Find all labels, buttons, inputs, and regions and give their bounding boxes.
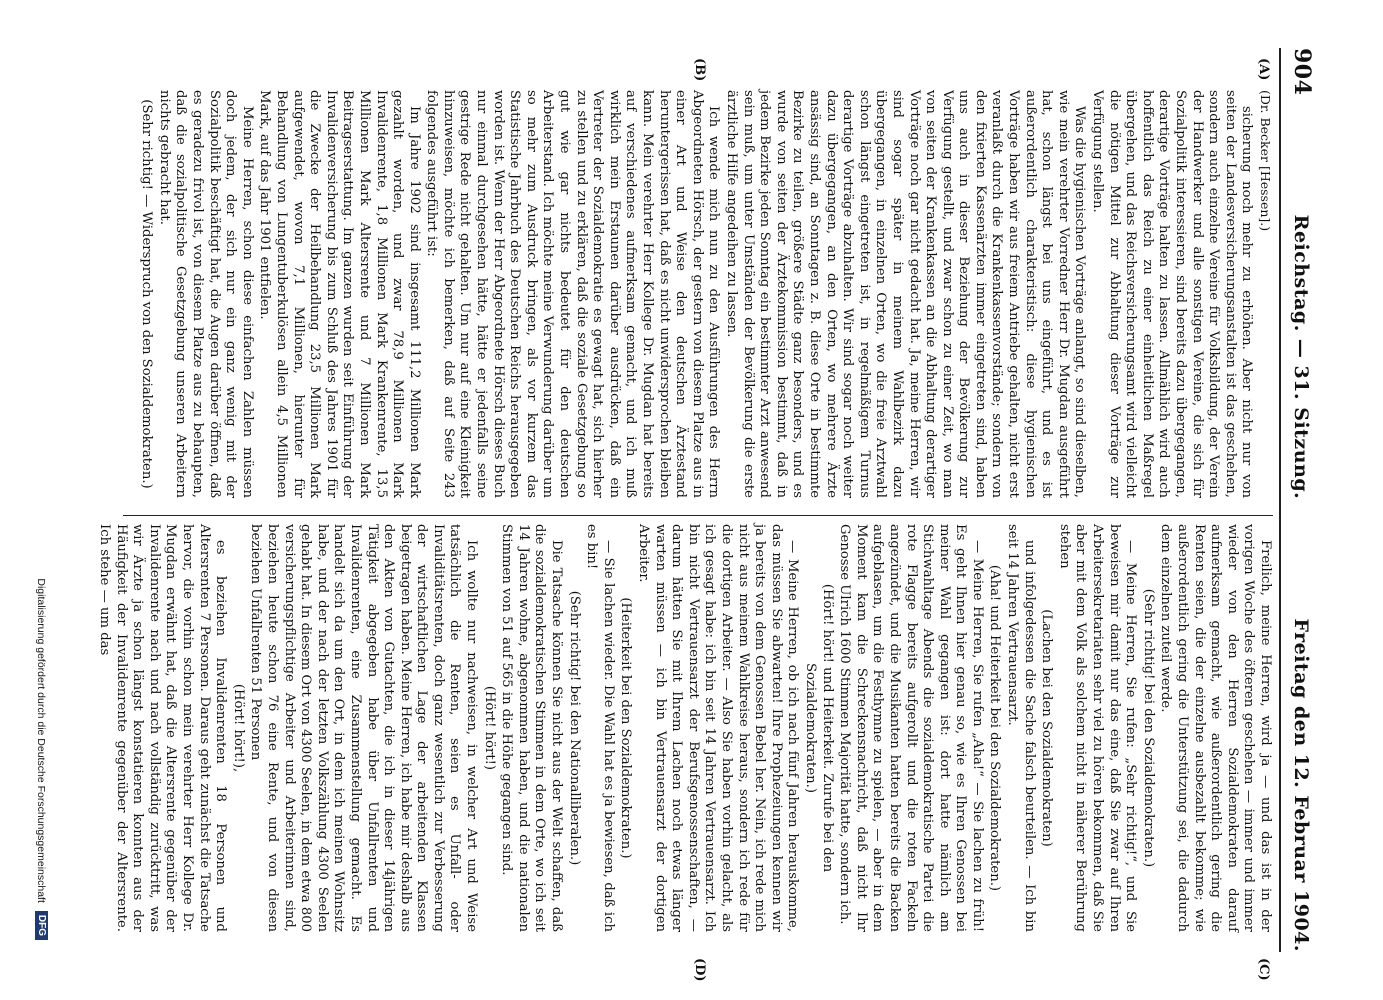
margin-marker-d: (D) [692, 958, 707, 982]
right-column-paragraph: es beziehen Invalidenrenten 18 Personen und Altersrenten 7 Personen. Daraus geht zunächst die Tatsache hervor, die vorhin schon mein verehrter Herr Kollege Dr. Mugdan erwähnt hat, daß die Altersrente gegenüber der Invalidenrente nach und nach vollständig zurücktritt, was wir Ärzte ja schon längst konstatieren konnten aus der Häufigkeit der Invalidenrente gegenüber der Altersrente. Ich stehe — um das [97, 524, 229, 932]
left-column [133, 90, 1273, 498]
page-number: 904 [1289, 48, 1315, 96]
right-column-paragraph: (Sehr richtig! bei den Sozialdemokraten.) [1140, 588, 1156, 868]
left-column-paragraph: sicherung noch mehr zu erhöhen. Aber nicht nur von seiten der Landesversicherungsanstalten ist das geschehen, sondern auch einzelne Vereine für Volksbildung, der Verein der Handwerker und alle sonstigen Vereine, die sich für Sozialpolitik interessieren, sind bereits dazu übergegangen, derartige Vorträge halten zu lassen. Allmählich wird auch hoffentlich das Reich zu einer einheitlichen Maßregel übergehen, und das Reichsversicherungsamt wird vielleicht die nötigen Mittel zur Abhaltung dieser Vorträge zur Verfügung stellen. [1090, 90, 1255, 498]
right-column-paragraph: (Sehr richtig! bei den Nationalliberalen.) [566, 590, 582, 866]
left-column-paragraph: (Sehr richtig! — Widerspruch von den Sozialdemokraten.) [139, 99, 155, 489]
margin-marker-b: (B) [692, 58, 707, 82]
dfg-logo: DFG [35, 911, 48, 940]
margin-marker-a: (A) [1256, 58, 1271, 81]
left-column-paragraph: Im Jahre 1902 sind insgesamt 111,2 Millionen Mark gezahlt worden, und zwar 78,9 Millionen Mark Invalidenrente, 1,8 Millionen Mark Krankenrente, 13,5 Millionen Mark Altersrente und 7 Millionen Mark Beitragserstattung. Im ganzen wurden seit Einführung der Invalidenversicherung bis zum Schluß des Jahres 1901 für die Zwecke der Heilbehandlung 23,5 Millionen Mark aufgewendet, wovon 7,1 Millionen, hierunter für Behandlung von Lungentuberkulösen allein 4,5 Millionen Mark, auf das Jahr 1901 entfielen. [257, 90, 422, 498]
right-column-paragraph: Freilich, meine Herren, wird ja — und das ist in der vorigen Woche des öfteren geschehen — immer und immer wieder von den Herren Sozialdemokraten darauf aufmerksam gemacht, wie außerordentlich gering die Renten seien, die der einzelne ausbezahlt bekomme; wie außerordentlich gering die Unterstützung sei, die dadurch dem einzelnen zuteil werde. [1158, 524, 1273, 932]
session-date: Freitag den 12. Februar 1904. [1290, 618, 1312, 952]
column-divider [123, 515, 1273, 516]
right-column-paragraph: — Meine Herren, Sie rufen „Aha!“ — Sie lachen zu früh! Es geht Ihnen hier genau so, wie es Ihren Genossen bei meiner Wahl gegangen ist: dort hatte nämlich am Stichwahltage Abends die sozialdemokratische Partei die rote Flagge bereits aufgerollt und die roten Fackeln angezündet, und die Musikanten hatten bereits die Backen aufgeblasen, um die Festhymne zu spielen, — aber in dem Moment kam die Schreckensnachricht, daß nicht Ihr Genosse Ulrich 1600 Stimmen Majorität hatte, sondern ich. [837, 524, 985, 932]
right-column-paragraph: (Hört! hört!), [230, 683, 246, 773]
right-column [97, 524, 1273, 932]
right-column-paragraph: Ich wollte nur nachweisen, in welcher Art und Weise tatsächlich die Renten, seien es Unfall- oder Invaliditätsrenten, doch ganz wesentlich zur Verbesserung der wirtschaftlichen Lage der arbeitenden Klassen beigetragen haben. Meine Herren, ich habe mir deshalb aus den Akten von Gutachten, die ich in dieser 14jährigen Tätigkeit abgegeben habe über Unfallrenten und Invalidenrenten, eine Zusammenstellung gemacht. Es handelt sich da um den Ort, in dem ich meinen Wohnsitz habe, und der nach der letzten Volkszählung 4300 Seelen gehabt hat. In diesem Ort von 4300 Seelen, in dem etwa 800 versicherungspflichtige Arbeiter und Arbeiterinnen sind, beziehen heute schon 76 eine Rente, und von diesen beziehen Unfallrenten 51 Personen [248, 524, 480, 932]
right-column-paragraph: (Lachen bei den Sozialdemokraten) [1039, 609, 1055, 847]
right-column-paragraph: — Meine Herren, ob ich nach fünf Jahren herauskomme, das müssen Sie abwarten! Ihre Prophezeiungen kennen wir ja bereits von dem Genossen Bebel her. Nein, ich rede mich nicht aus meinem Wahlkreise heraus, sondern ich rede für die dortigen Arbeiter. — Also Sie haben vorhin gelacht, als ich gesagt habe: ich bin seit 14 Jahren Vertrauensarzt. Ich bin nicht Vertrauensarzt der Berufsgenossenschaften, — darum hätten Sie mit Ihrem Lachen noch etwas länger warten müssen — ich bin Vertrauensarzt der dortigen Arbeiter. [636, 524, 801, 932]
left-column-paragraph: Was die hygienischen Vorträge anlangt, so sind dieselben, wie mein verehrter Vorredner Herr Dr. Mugdan ausgeführt hat, schon längst bei uns eingeführt, und es ist außerordentlich charakteristisch: diese hygienischen Vorträge haben wir aus freiem Antriebe gehalten, nicht erst veranlaßt durch die Krankenkassenvorstände; sondern von den fixierten Kassenärzten immer eingetreten sind, haben uns auch in dieser Beziehung der Bevölkerung zur Verfügung gestellt, und zwar schon zu einer Zeit, wo man von seiten der Krankenkassen an die Abhaltung derartiger Vorträge noch gar nicht gedacht hat. Ja, meine Herren, wir sind sogar später in meinem Wahlbezirk dazu übergegangen, in einzelnen Orten, wo die freie Arztwahl schon längst eingetreten ist, in regelmäßigem Turnus derartige Vorträge abzuhalten. Wir sind sogar noch weiter dazu übergegangen, an den Orten, wo mehrere Ärzte ansässig sind, an Sonntagen z. B. diese Orte in bestimmte Bezirke zu teilen, größere Städte ganz besonders, und es wurde von seiten der Ärztekommission bestimmt, daß in jedem Bezirke jeden Sonntag ein bestimmter Arzt anwesend sein muß, um unter Umständen der Bevölkerung die erste ärztliche Hilfe angedeihen zu lassen. [724, 90, 1088, 498]
session-title: Reichstag. — 31. Sitzung. [1290, 214, 1312, 500]
right-column-paragraph: und infolgedessen die Sache falsch beurteilen. — Ich bin seit 14 Jahren Vertrauensarzt. [1005, 524, 1037, 932]
speaker-label: (Dr. Becker [Hessen].) [1258, 90, 1273, 232]
margin-marker-c: (C) [1256, 958, 1271, 981]
page-footer [35, 60, 48, 940]
page-header [1281, 48, 1315, 952]
right-column-paragraph: (Heiterkeit bei den Sozialdemokraten.) [618, 597, 634, 859]
right-column-paragraph: (Hört! hört!) [481, 685, 497, 771]
right-column-paragraph: (Aha! und Heiterkeit bei den Sozialdemokraten.) [987, 564, 1003, 892]
digitization-credit: Digitalisierung gefördert durch die Deutsche Forschungsgemeinschaft [35, 578, 48, 903]
right-column-paragraph: — Sie lachen wieder. Die Wahl hat es ja bewiesen, daß ich es bin! [584, 524, 616, 932]
left-column-paragraph: Meine Herren, schon diese einfachen Zahlen müssen doch jedem, der sich nur ein ganz wenig mit der Sozialpolitik beschäftigt hat, die Augen darüber öffnen, daß es geradezu frivol ist, von diesem Platze aus zu behaupten, daß die sozialpolitische Gesetzgebung unseren Arbeitern nichts gebracht hat. [156, 90, 255, 498]
right-column-paragraph: Die Tatsache können Sie nicht aus der Welt schaffen, daß die sozialdemokratischen Stimmen in dem Orte, wo ich seit 14 Jahren wohne, abgenommen haben, und die nationalen Stimmen von 51 auf 565 in die Höhe gegangen sind. [499, 524, 565, 932]
left-column-paragraph: Ich wende mich nun zu den Ausführungen des Herrn Abgeordneten Hörsch, der gestern von diesem Platze aus in einer Art und Weise den deutschen Ärztestand heruntergerissen hat, daß es nicht unwidersprochen bleiben kann. Mein verehrter Herr Kollege Dr. Mugdan hat bereits auf verschiedenes aufmerksam gemacht, und ich muß wirklich mein Erstaunen darüber ausdrücken, daß ein Vertreter der Sozialdemokratie es gewagt hat, sich hierher zu stellen und zu erklären, daß die soziale Gesetzgebung so gut wie gar nichts bedeutet für den deutschen Arbeiterstand. Ich möchte meine Verwunderung darüber um so mehr zum Ausdruck bringen, als vor kurzem das Statistische Jahrbuch des Deutschen Reichs herausgegeben worden ist. Wenn der Herr Abgeordnete Hörsch dieses Buch nur einmal durchgesehen hätte, hätte er jedenfalls seine gestrige Rede nicht gehalten. Um nur auf eine Kleinigkeit hinzuweisen, möchte ich bemerken, daß auf Seite 243 folgendes ausgeführt ist: [424, 90, 722, 498]
right-column-paragraph: (Hört! hört! und Heiterkeit. Zurufe bei den Sozialdemokraten.) [802, 583, 835, 873]
header-rule [1279, 48, 1281, 952]
right-column-paragraph: — Meine Herren, Sie rufen: „Sehr richtig!“, und Sie beweisen mir damit nur das eine, daß Sie zwar auf Ihren Arbeitersekretariaten sehr viel zu hören bekommen, daß Sie aber mit dem Volk als solchem nicht in näherer Berührung stehen [1056, 524, 1139, 932]
